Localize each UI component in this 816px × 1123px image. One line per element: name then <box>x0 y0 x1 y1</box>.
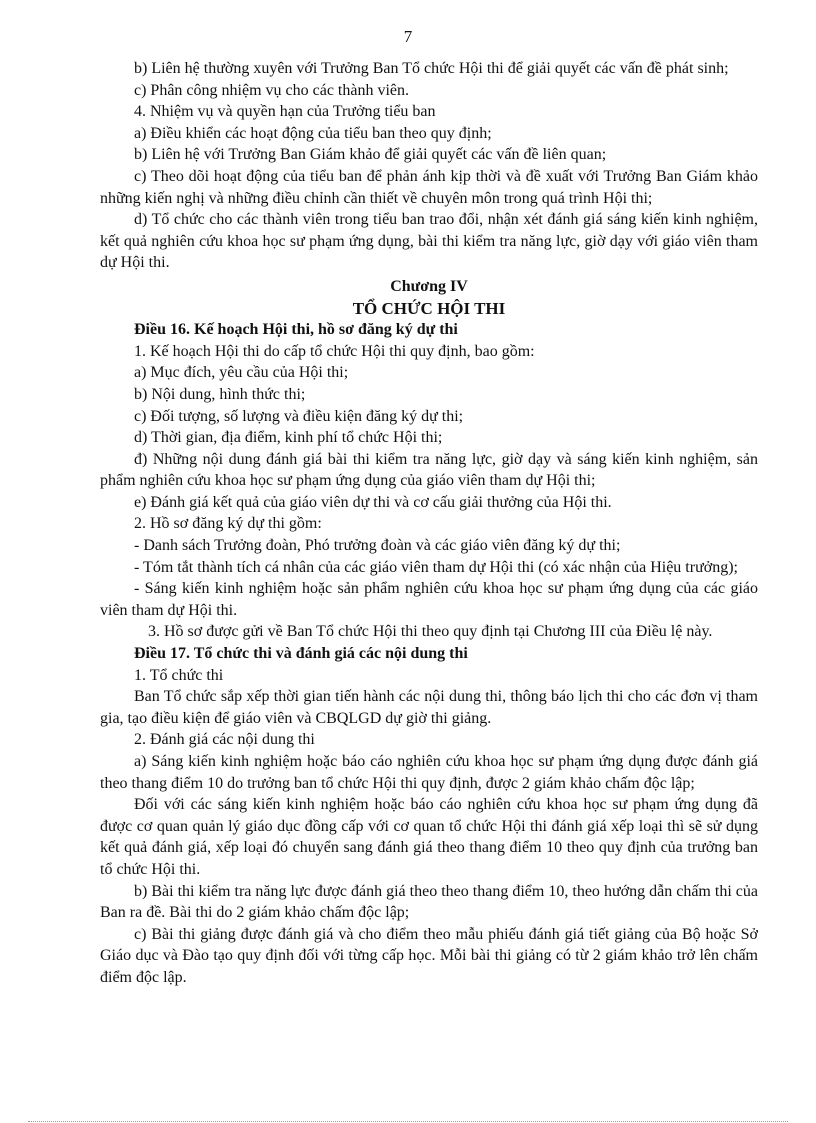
article-17-clause-2: 2. Đánh giá các nội dung thi <box>134 731 315 749</box>
paragraph-c-assign-tasks: c) Phân công nhiệm vụ cho các thành viên. <box>134 81 410 99</box>
article-16-clause-2-item-1: - Danh sách Trưởng đoàn, Phó trưởng đoàn và các giáo viên đăng ký dự thi; <box>134 537 621 555</box>
article-16-clause-2-item-2: - Tóm tắt thành tích cá nhân của các giáo viên tham dự Hội thi (có xác nhận của Hiệu trưởng); <box>134 558 738 576</box>
article-17-clause-1-text: Ban Tổ chức sắp xếp thời gian tiến hành các nội dung thi, thông báo lịch thi cho các đơn vị tham gia, tạo điều kiện để giáo viên và CBQLGD dự giờ thi giảng. <box>100 688 758 727</box>
article-17-clause-1: 1. Tổ chức thi <box>134 666 224 684</box>
article-17-clause-2a-note: Đối với các sáng kiến kinh nghiệm hoặc báo cáo nghiên cứu khoa học sư phạm ứng dụng đã được cơ quan quản lý giáo dục đồng cấp với cơ quan tổ chức Hội thi đánh giá xếp loại thì sẽ sử dụng kết quả đánh giá, xếp loại đó chuyển sang đánh giá theo thang điểm 10 theo quy định của trưởng ban tổ chức Hội thi. <box>100 796 758 878</box>
article-17-clause-2c: c) Bài thi giảng được đánh giá và cho điểm theo mẫu phiếu đánh giá tiết giảng của Bộ hoặc Sở Giáo dục và Đào tạo quy định đối với từng cấp học. Mỗi bài thi giảng có từ 2 giám khảo trở lên chấm điểm độc lập. <box>100 925 758 986</box>
paragraph-4-subcommittee-head-duties: 4. Nhiệm vụ và quyền hạn của Trưởng tiểu ban <box>134 103 436 121</box>
chapter-label: Chương IV <box>390 277 468 295</box>
article-16-heading: Điều 16. Kế hoạch Hội thi, hồ sơ đăng ký dự thi <box>134 321 458 339</box>
article-16-clause-1e: e) Đánh giá kết quả của giáo viên dự thi và cơ cấu giải thưởng của Hội thi. <box>134 493 612 511</box>
article-16-clause-1a: a) Mục đích, yêu cầu của Hội thi; <box>134 364 349 382</box>
article-17-clause-2b: b) Bài thi kiểm tra năng lực được đánh giá theo theo thang điểm 10, theo hướng dẫn chấm thi của Ban ra đề. Bài thi do 2 giám khảo chấm độc lập; <box>100 882 758 922</box>
paragraph-a-control-activities: a) Điều khiển các hoạt động của tiểu ban theo quy định; <box>134 124 492 142</box>
article-16-clause-1b: b) Nội dung, hình thức thi; <box>134 385 306 403</box>
article-16-clause-2-item-3: - Sáng kiến kinh nghiệm hoặc sản phẩm nghiên cứu khoa học sư phạm ứng dụng của các giáo viên tham dự Hội thi. <box>100 580 758 619</box>
document-body <box>100 58 758 989</box>
chapter-title: TỔ CHỨC HỘI THI <box>352 298 506 318</box>
article-16-clause-1d: d) Thời gian, địa điểm, kinh phí tổ chức Hội thi; <box>134 429 443 447</box>
article-16-clause-1dd: đ) Những nội dung đánh giá bài thi kiểm tra năng lực, giờ dạy và sáng kiến kinh nghiệm, sản phẩm nghiên cứu khoa học sư phạm ứng dụng của giáo viên tham dự Hội thi; <box>100 450 758 490</box>
article-16-clause-1: 1. Kế hoạch Hội thi do cấp tổ chức Hội thi quy định, bao gồm: <box>134 342 535 360</box>
article-16-clause-3: 3. Hồ sơ được gửi về Ban Tổ chức Hội thi theo quy định tại Chương III của Điều lệ này. <box>148 623 713 641</box>
paragraph-b-contact-head: b) Liên hệ thường xuyên với Trưởng Ban Tổ chức Hội thi để giải quyết các vấn đề phát sinh; <box>134 60 729 77</box>
paragraph-c-monitor-activities: c) Theo dõi hoạt động của tiểu ban để phản ánh kịp thời và đề xuất với Trưởng Ban Giám khảo những kiến nghị và những điều chỉnh cần thiết về chuyên môn trong quá trình Hội thi; <box>100 167 758 207</box>
paragraph-b-contact-jury-head: b) Liên hệ với Trưởng Ban Giám khảo để giải quyết các vấn đề liên quan; <box>134 146 607 164</box>
page-number: 7 <box>403 27 413 46</box>
page-bottom-rule <box>28 1121 788 1122</box>
article-16-clause-2: 2. Hồ sơ đăng ký dự thi gồm: <box>134 515 322 533</box>
article-16-clause-1c: c) Đối tượng, số lượng và điều kiện đăng ký dự thi; <box>134 407 464 425</box>
paragraph-d-organize-members: d) Tổ chức cho các thành viên trong tiểu ban trao đổi, nhận xét đánh giá sáng kiến kinh nghiệm, kết quả nghiên cứu khoa học sư phạm ứng dụng, bài thi kiểm tra năng lực, giờ dạy với giáo viên tham dự Hội thi. <box>100 211 758 272</box>
article-17-clause-2a: a) Sáng kiến kinh nghiệm hoặc báo cáo nghiên cứu khoa học sư phạm ứng dụng được đánh giá theo thang điểm 10 do trưởng ban tổ chức Hội thi quy định, được 2 giám khảo chấm độc lập; <box>100 753 758 792</box>
article-17-heading: Điều 17. Tổ chức thi và đánh giá các nội dung thi <box>134 645 468 663</box>
